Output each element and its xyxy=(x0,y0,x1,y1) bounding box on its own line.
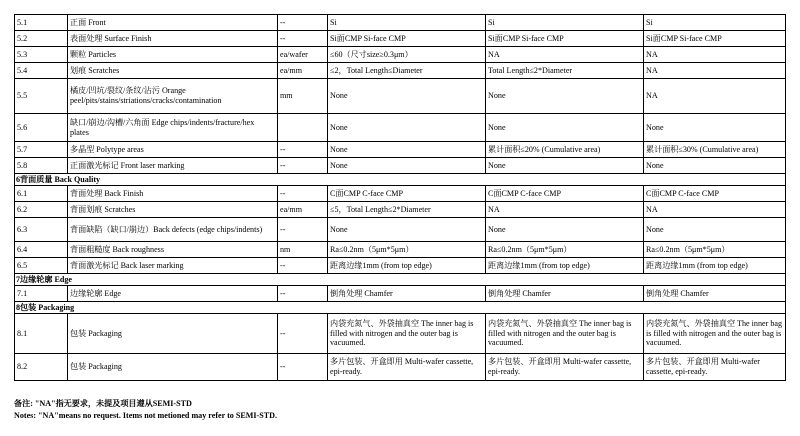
cell-unit: nm xyxy=(278,242,328,258)
cell-grade_a: C面CMP C-face CMP xyxy=(328,186,486,202)
cell-no: 7.1 xyxy=(15,286,68,302)
cell-item: 包装 Packaging xyxy=(68,314,278,354)
cell-grade_b: Si xyxy=(486,15,644,31)
cell-grade_c: NA xyxy=(644,47,786,63)
cell-item: 背面缺陷（缺口/崩边）Back defects (edge chips/indents) xyxy=(68,218,278,242)
cell-grade_b: 内袋充氮气、外袋抽真空 The inner bag is filled with nitrogen and the outer bag is vacuumed. xyxy=(486,314,644,354)
cell-no: 6.3 xyxy=(15,218,68,242)
section-row xyxy=(15,274,786,286)
cell-unit: -- xyxy=(278,258,328,274)
cell-unit: -- xyxy=(278,314,328,354)
cell-grade_c: Si面CMP Si-face CMP xyxy=(644,31,786,47)
table-row xyxy=(15,186,786,202)
table-row xyxy=(15,258,786,274)
cell-grade_a: Si xyxy=(328,15,486,31)
cell-grade_b: NA xyxy=(486,202,644,218)
cell-unit: mm xyxy=(278,79,328,114)
note-en: Notes: "NA"means no request. Items not metioned may refer to SEMI-STD. xyxy=(14,410,278,420)
cell-grade_a: ≤2，Total Length≤Diameter xyxy=(328,63,486,79)
cell-item: 正面 Front xyxy=(68,15,278,31)
cell-no: 5.8 xyxy=(15,158,68,174)
cell-grade_b: 多片包装、开盒即用 Multi-wafer cassette, epi-ready. xyxy=(486,354,644,381)
cell-item: 橘皮/凹坑/裂纹/条纹/沾污 Orange peel/pits/stains/striations/cracks/contamination xyxy=(68,79,278,114)
cell-unit: -- xyxy=(278,158,328,174)
cell-grade_a: 多片包装、开盒即用 Multi-wafer cassette, epi-ready. xyxy=(328,354,486,381)
cell-grade_a: Si面CMP Si-face CMP xyxy=(328,31,486,47)
cell-grade_c: Si xyxy=(644,15,786,31)
cell-grade_a: Ra≤0.2nm（5μm*5μm） xyxy=(328,242,486,258)
cell-grade_a: 内袋充氮气、外袋抽真空 The inner bag is filled with nitrogen and the outer bag is vacuumed. xyxy=(328,314,486,354)
cell-unit: ea/wafer xyxy=(278,47,328,63)
cell-grade_a: None xyxy=(328,158,486,174)
cell-grade_c: None xyxy=(644,218,786,242)
cell-no: 6.4 xyxy=(15,242,68,258)
cell-item: 颗粒 Particles xyxy=(68,47,278,63)
notes xyxy=(14,398,785,421)
cell-grade_a: ≤5，Total Length≤2*Diameter xyxy=(328,202,486,218)
section-row xyxy=(15,174,786,186)
cell-grade_c: 倒角处理 Chamfer xyxy=(644,286,786,302)
cell-grade_c: None xyxy=(644,158,786,174)
cell-unit: -- xyxy=(278,31,328,47)
cell-grade_c: Ra≤0.2nm（5μm*5μm） xyxy=(644,242,786,258)
table-row xyxy=(15,158,786,174)
section-heading: 7边缘轮廓 Edge xyxy=(15,274,786,286)
cell-grade_b: None xyxy=(486,114,644,142)
cell-grade_b: NA xyxy=(486,47,644,63)
cell-grade_c: 累计面积≤30% (Cumulative area) xyxy=(644,142,786,158)
cell-grade_c: C面CMP C-face CMP xyxy=(644,186,786,202)
table-row xyxy=(15,202,786,218)
cell-item: 缺口/崩边/沟槽/六角面 Edge chips/indents/fracture/hex plates xyxy=(68,114,278,142)
cell-item: 背面激光标记 Back laser marking xyxy=(68,258,278,274)
cell-unit: -- xyxy=(278,354,328,381)
cell-grade_b: C面CMP C-face CMP xyxy=(486,186,644,202)
cell-item: 包装 Packaging xyxy=(68,354,278,381)
cell-unit: -- xyxy=(278,286,328,302)
table-row xyxy=(15,31,786,47)
cell-no: 5.1 xyxy=(15,15,68,31)
cell-no: 5.3 xyxy=(15,47,68,63)
cell-unit: -- xyxy=(278,142,328,158)
cell-grade_a: None xyxy=(328,218,486,242)
table-row xyxy=(15,15,786,31)
cell-unit: ea/mm xyxy=(278,202,328,218)
cell-item: 背面划痕 Scratches xyxy=(68,202,278,218)
cell-grade_c: NA xyxy=(644,63,786,79)
cell-no: 8.2 xyxy=(15,354,68,381)
note-cn: 备注: "NA"指无要求，未提及项目遵从SEMI-STD xyxy=(14,399,192,408)
cell-no: 5.4 xyxy=(15,63,68,79)
cell-grade_b: Total Length≤2*Diameter xyxy=(486,63,644,79)
spec-table xyxy=(14,14,786,381)
table-row xyxy=(15,114,786,142)
cell-item: 划痕 Scratches xyxy=(68,63,278,79)
cell-no: 8.1 xyxy=(15,314,68,354)
section-row xyxy=(15,302,786,314)
table-row xyxy=(15,218,786,242)
cell-item: 正面激光标记 Front laser marking xyxy=(68,158,278,174)
cell-no: 6.5 xyxy=(15,258,68,274)
cell-grade_c: 距离边缘1mm (from top edge) xyxy=(644,258,786,274)
cell-item: 背面处理 Back Finish xyxy=(68,186,278,202)
cell-grade_a: None xyxy=(328,79,486,114)
cell-item: 背面粗糙度 Back roughness xyxy=(68,242,278,258)
cell-grade_b: Si面CMP Si-face CMP xyxy=(486,31,644,47)
cell-unit xyxy=(278,114,328,142)
cell-no: 6.1 xyxy=(15,186,68,202)
cell-grade_a: None xyxy=(328,114,486,142)
cell-grade_b: None xyxy=(486,218,644,242)
cell-no: 6.2 xyxy=(15,202,68,218)
cell-grade_c: NA xyxy=(644,202,786,218)
cell-grade_b: 倒角处理 Chamfer xyxy=(486,286,644,302)
cell-no: 5.5 xyxy=(15,79,68,114)
cell-grade_b: Ra≤0.2nm（5μm*5μm） xyxy=(486,242,644,258)
spec-table-body xyxy=(15,15,786,381)
cell-grade_b: None xyxy=(486,158,644,174)
cell-unit: -- xyxy=(278,186,328,202)
table-row xyxy=(15,354,786,381)
table-row xyxy=(15,314,786,354)
table-row xyxy=(15,47,786,63)
cell-unit: -- xyxy=(278,218,328,242)
table-row xyxy=(15,286,786,302)
table-row xyxy=(15,79,786,114)
cell-grade_c: None xyxy=(644,114,786,142)
cell-grade_b: 距离边缘1mm (from top edge) xyxy=(486,258,644,274)
cell-unit: -- xyxy=(278,15,328,31)
section-heading: 8包装 Packaging xyxy=(15,302,786,314)
section-heading: 6背面质量 Back Quality xyxy=(15,174,786,186)
cell-unit: ea/mm xyxy=(278,63,328,79)
cell-grade_a: None xyxy=(328,142,486,158)
cell-grade_c: 内袋充氮气、外袋抽真空 The inner bag is filled with nitrogen and the outer bag is vacuumed. xyxy=(644,314,786,354)
cell-grade_a: ≤60（尺寸size≥0.3μm） xyxy=(328,47,486,63)
cell-item: 边缘轮廓 Edge xyxy=(68,286,278,302)
cell-grade_b: None xyxy=(486,79,644,114)
table-row xyxy=(15,63,786,79)
cell-grade_b: 累计面积≤20% (Cumulative area) xyxy=(486,142,644,158)
table-row xyxy=(15,142,786,158)
cell-no: 5.6 xyxy=(15,114,68,142)
cell-item: 表面处理 Surface Finish xyxy=(68,31,278,47)
table-row xyxy=(15,242,786,258)
cell-grade_a: 倒角处理 Chamfer xyxy=(328,286,486,302)
cell-no: 5.2 xyxy=(15,31,68,47)
cell-grade_c: 多片包装、开盒即用 Multi-wafer cassette, epi-ready. xyxy=(644,354,786,381)
cell-grade_c: NA xyxy=(644,79,786,114)
cell-no: 5.7 xyxy=(15,142,68,158)
cell-grade_a: 距离边缘1mm (from top edge) xyxy=(328,258,486,274)
cell-item: 多晶型 Polytype areas xyxy=(68,142,278,158)
